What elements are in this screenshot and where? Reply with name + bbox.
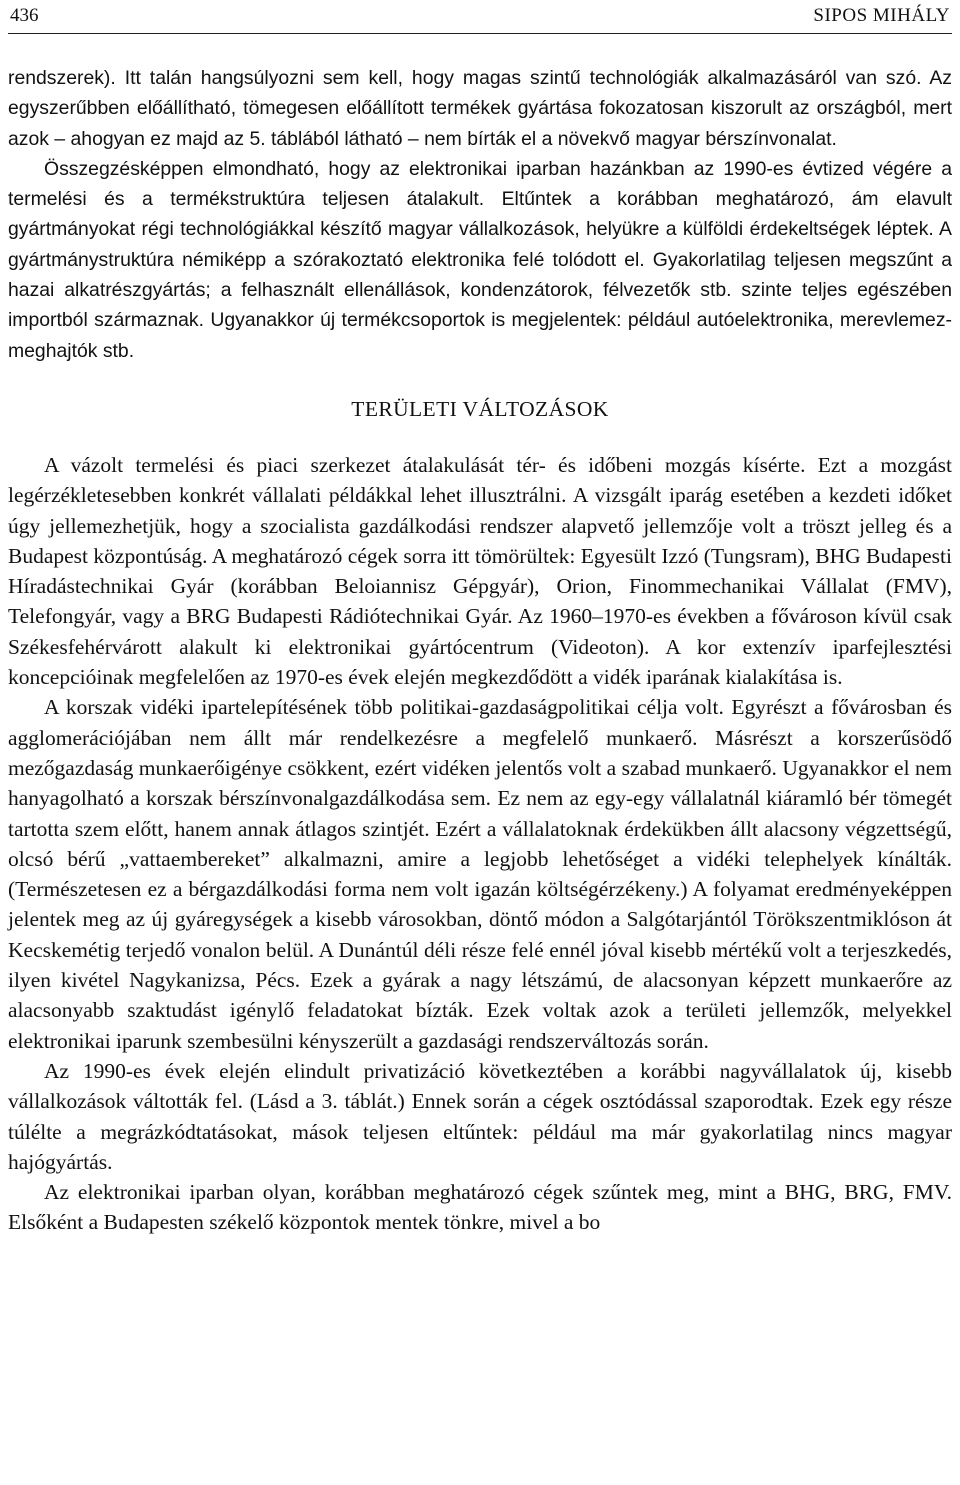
section-heading: TERÜLETI VÁLTOZÁSOK <box>351 396 609 421</box>
paragraph-intro-continuation: rendszerek). Itt talán hangsúlyozni sem kell, hogy magas szintű technológiák alkalmazásáról van szó. Az egyszerűbben előállítható, tömegesen előállított termékek gyártása fokozatosan kiszorult az országból, mert azok – ahogyan ez majd az 5. táblából látható – nem bírták el a növekvő magyar bérszínvonalat. <box>8 67 952 150</box>
running-head-author: SIPOS MIHÁLY <box>813 5 950 26</box>
page-number: 436 <box>10 5 39 26</box>
page-body <box>8 63 952 1238</box>
paragraph-summary: Összegzésképpen elmondható, hogy az elektronikai iparban hazánkban az 1990-es évtized végére a termelési és a termékstruktúra teljesen átalakult. Eltűntek a korábban meghatározó, ám elavult gyártmányokat régi technológiákkal készítő magyar vállalkozások, helyükre a külföldi érdekeltségek léptek. A gyártmánystruktúra némiképp a szórakoztató elektronika felé tolódott el. Gyakorlatilag teljesen megszűnt a hazai alkatrészgyártás; a felhasznált ellenállások, kondenzátorok, félvezetők stb. szinte teljes egészében importból származnak. Ugyanakkor új termékcsoportok is megjelentek: például autóelektronika, merevlemez-meghajtók stb. <box>8 157 952 362</box>
paragraph-privatization: Az 1990-es évek elején elindult privatizáció következtében a korábbi nagyvállalatok új, kisebb vállalkozások váltották fel. (Lásd a 3. táblát.) Ennek során a cégek osztódással szaporodtak. Ezek egy része túlélte a megrázkódtatásokat, mások teljesen eltűntek: például ma már gyakorlatilag nincs magyar hajógyártás. <box>8 1058 952 1174</box>
page-header <box>8 0 952 34</box>
paragraph-rural-industrialization: A korszak vidéki ipartelepítésének több politikai-gazdaságpolitikai célja volt. Egyrészt a fővárosban és agglomerációjában nem állt már rendelkezésre a megfelelő munkaerő. Másrészt a korszerűsödő mezőgazdaság munkaerőigénye csökkent, ezért vidéken jelentős volt a szabad munkaerő. Ugyanakkor el nem hanyagolható a korszak bérszínvonalgazdálkodása sem. Ez nem az egy-egy vállalatnál kiáramló bér tömegét tartotta szem előtt, hanem annak átlagos szintjét. Ezért a vállalatoknak érdekükben állt alacsony végzettségű, olcsó bérű „vattaembereket” alkalmazni, amire a legjobb lehetőséget a vidéki telephelyek kínálták. (Természetesen ez a bérgazdálkodási forma nem volt igazán költségérzékeny.) A folyamat eredményeképpen jelentek meg az új gyáregységek a kisebb városokban, döntő módon a Salgótarjántól Törökszentmiklóson át Kecskemétig terjedő vonalon belül. A Dunántúl déli része felé ennél jóval kisebb mértékű volt a terjeszkedés, ilyen kivétel Nagykanizsa, Pécs. Ezek a gyárak a nagy létszámú, de alacsonyan képzett munkaerőre az alacsonyabb szaktudást igénylő feladatokat bízták. Ezek voltak azok a területi jellemzők, melyekkel elektronikai iparunk szembesülni kényszerült a gazdasági rendszerváltozás során. <box>8 695 952 1053</box>
paragraph-closures: Az elektronikai iparban olyan, korábban meghatározó cégek szűntek meg, mint a BHG, BRG, FMV. Elsőként a Budapesten székelő központok mentek tönkre, mivel a bo <box>8 1180 952 1235</box>
paragraph-spatial-changes: A vázolt termelési és piaci szerkezet átalakulását tér- és időbeni mozgás kísérte. Ezt a mozgást legérzékletesebben konkrét vállalati példákkal lehet illusztrálni. A vizsgált iparág esetében a kezdeti időket úgy jellemezhetjük, hogy a szocialista gazdálkodási rendszer alapvető jellemzője volt a tröszt jelleg és a Budapest központúság. A meghatározó cégek sorra itt tömörültek: Egyesült Izzó (Tungsram), BHG Budapesti Híradástechnikai Gyár (korábban Beloiannisz Gépgyár), Orion, Finommechanikai Vállalat (FMV), Telefongyár, vagy a BRG Budapesti Rádiótechnikai Gyár. Az 1960–1970-es években a fővároson kívül csak Székesfehérvárott alakult ki elektronikai gyártócentrum (Videoton). A kor extenzív iparfejlesztési koncepcióinak megfelelően az 1970-es évek elején megkezdődött a vidék iparának kialakítása is. <box>8 452 952 690</box>
